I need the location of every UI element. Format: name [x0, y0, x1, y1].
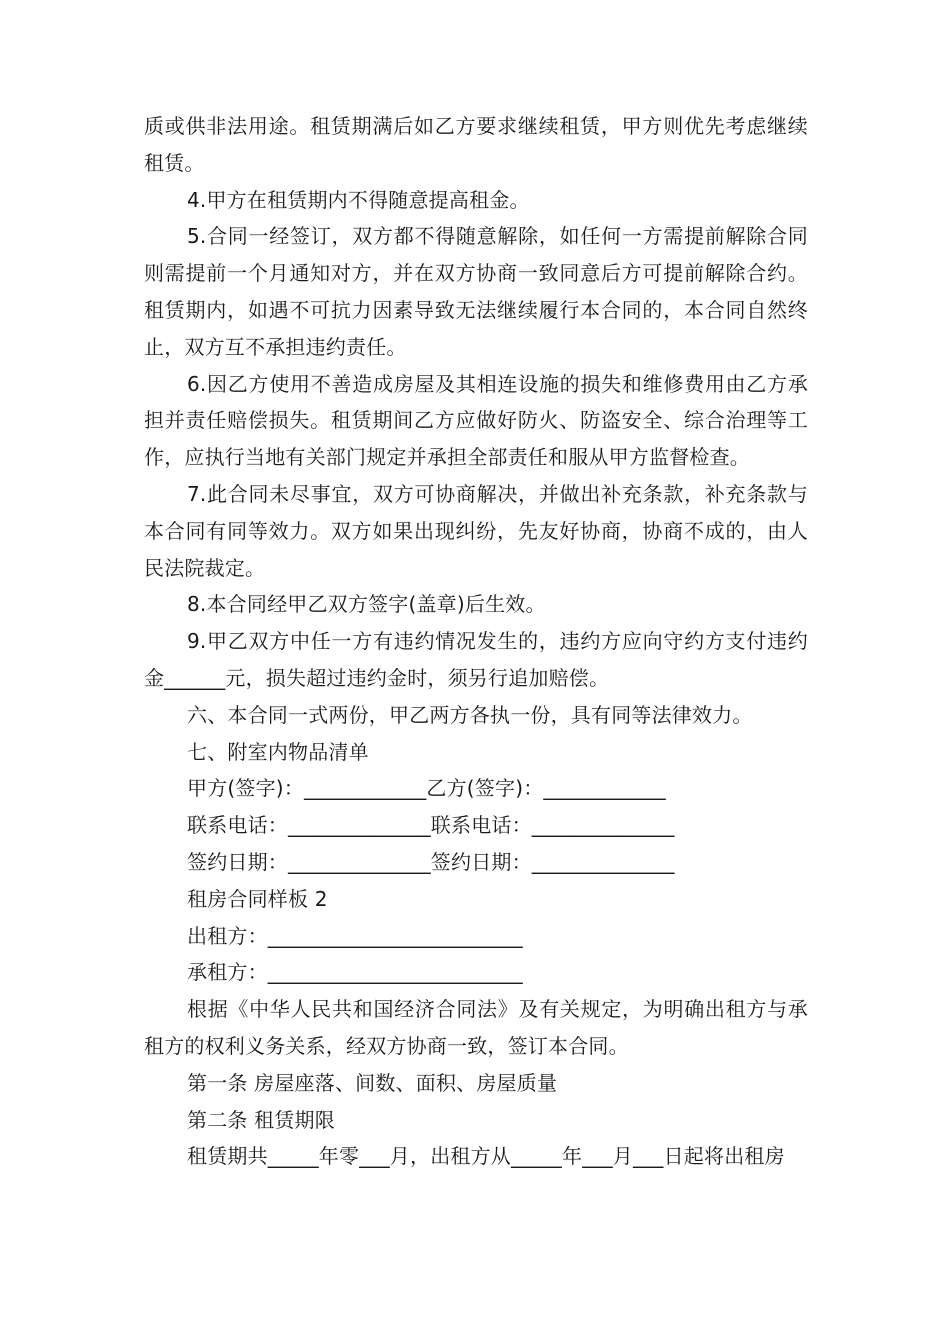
- lease-term: 租赁期共_____年零___月，出租方从_____年___月___日起将出租房: [187, 1144, 785, 1169]
- phone-line: 联系电话：______________联系电话：______________: [187, 813, 675, 838]
- section-6-copies: 六、本合同一式两份，甲乙两方各执一份，具有同等法律效力。: [187, 702, 753, 727]
- section-7-inventory: 七、附室内物品清单: [187, 739, 369, 764]
- clause-9: 9.甲乙双方中任一方有违约情况发生的，违约方应向守约方支付违约金______元，损失超过违约金时，须另行追加赔偿。: [144, 629, 808, 690]
- clause-8: 8.本合同经甲乙双方签字(盖章)后生效。: [187, 592, 546, 617]
- section-2-title: 租房合同样板 2: [187, 886, 328, 911]
- article-1: 第一条 房屋座落、间数、面积、房屋质量: [187, 1070, 558, 1095]
- document-body: [144, 108, 808, 1175]
- article-2: 第二条 租赁期限: [187, 1107, 335, 1132]
- date-line: 签约日期：______________签约日期：______________: [187, 849, 675, 874]
- clause-6: 6.因乙方使用不善造成房屋及其相连设施的损失和维修费用由乙方承担并责任赔偿损失。租赁期间乙方应做好防火、防盗安全、综合治理等工作，应执行当地有关部门规定并承担全部责任和服从甲方监督检查。: [144, 371, 808, 470]
- preamble: 根据《中华人民共和国经济合同法》及有关规定，为明确出租方与承租方的权利义务关系，经双方协商一致，签订本合同。: [144, 997, 808, 1058]
- signature-line: 甲方(签字)：____________乙方(签字)：____________: [187, 776, 666, 801]
- clause-4: 4.甲方在租赁期内不得随意提高租金。: [187, 187, 530, 212]
- paragraph-renewal: 质或供非法用途。租赁期满后如乙方要求继续租赁，甲方则优先考虑继续租赁。: [144, 114, 808, 175]
- lessee-line: 承租方：_________________________: [187, 960, 523, 985]
- lessor-line: 出租方：_________________________: [187, 923, 523, 948]
- clause-7: 7.此合同未尽事宜，双方可协商解决，并做出补充条款，补充条款与本合同有同等效力。双方如果出现纠纷，先友好协商，协商不成的，由人民法院裁定。: [144, 481, 808, 580]
- clause-5: 5.合同一经签订，双方都不得随意解除，如任何一方需提前解除合同则需提前一个月通知对方，并在双方协商一致同意后方可提前解除合约。租赁期内，如遇不可抗力因素导致无法继续履行本合同的，本合同自然终止，双方互不承担违约责任。: [144, 224, 808, 359]
